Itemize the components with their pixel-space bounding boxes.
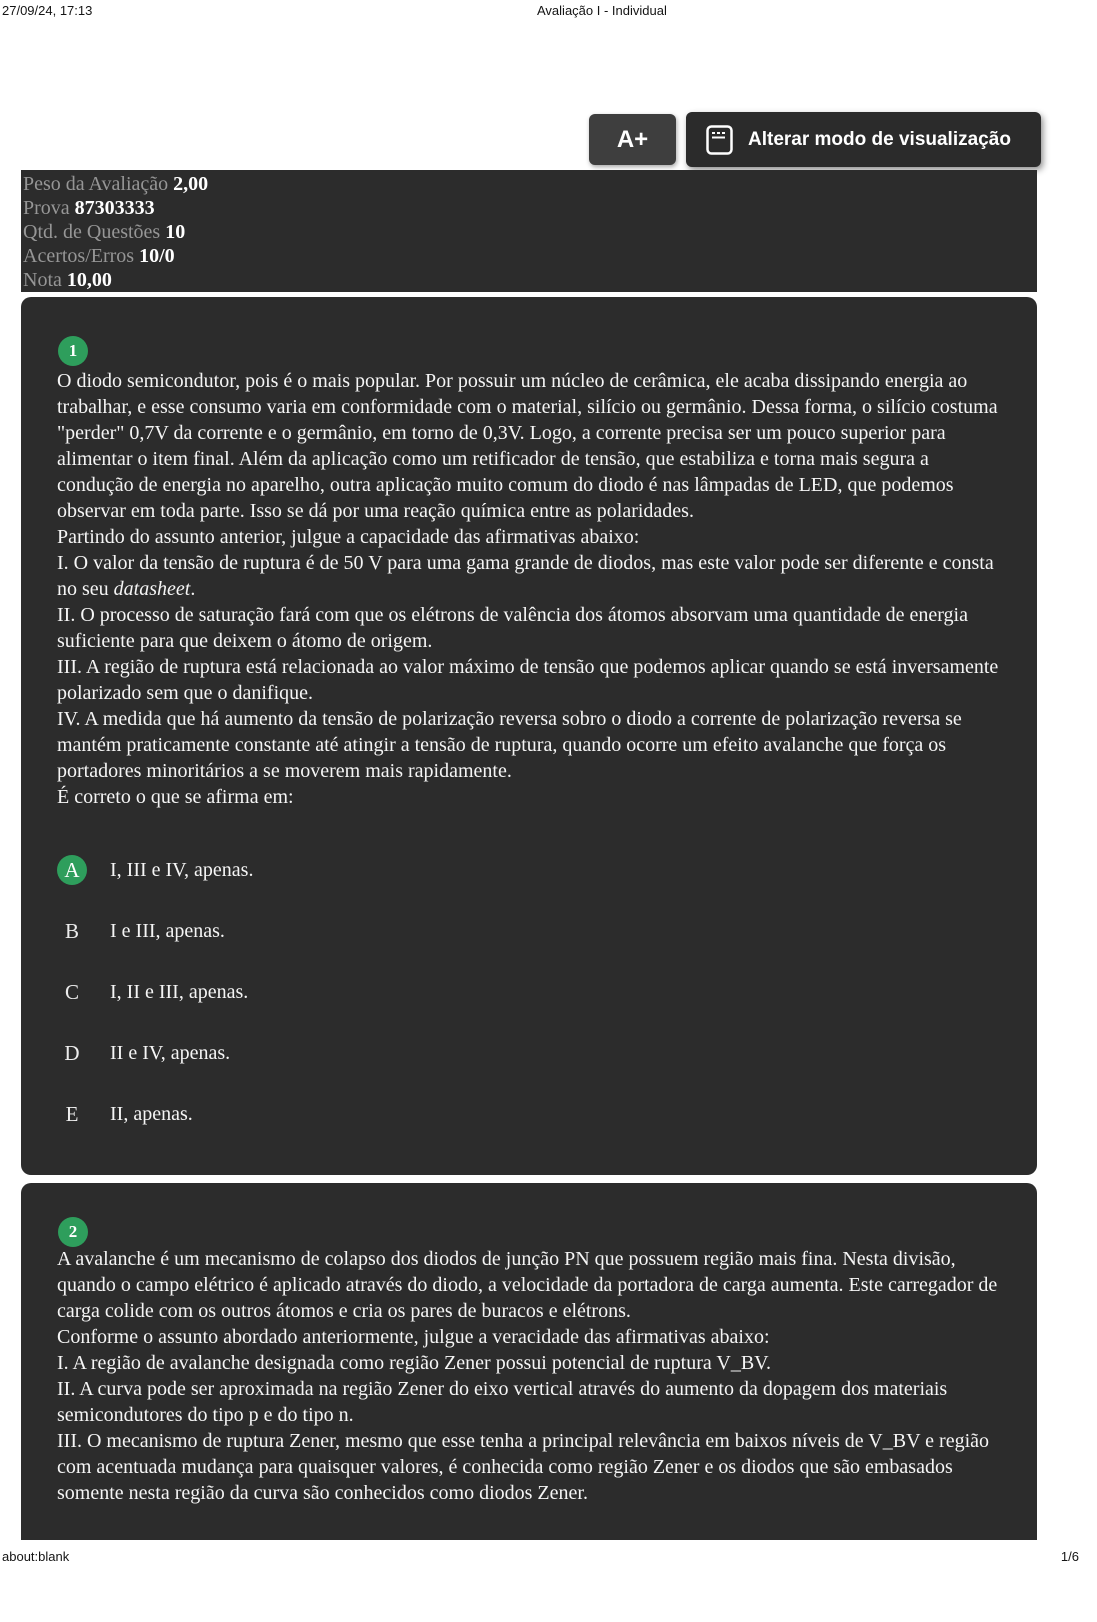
question-paragraph: III. O mecanismo de ruptura Zener, mesmo que esse tenha a principal relevância em baixos níveis de V_BV e região com acentuada mudança para quaisquer valores, é conhecida como região Zener e os diodos que são embasados somente nesta região da curva são conhecidos como diodos Zener.: [57, 1430, 990, 1504]
answer-option-b[interactable]: [57, 916, 957, 946]
question-paragraph: II. A curva pode ser aproximada na região Zener do eixo vertical através do aumento da dopagem dos materiais semicondutores do tipo p e do tipo n.: [57, 1378, 948, 1426]
exam-info-row: [23, 220, 1037, 244]
option-text: I, III e IV, apenas.: [110, 858, 254, 881]
answer-option-a[interactable]: [57, 855, 957, 885]
option-letter: B: [64, 918, 79, 943]
question-paragraph: Conforme o assunto abordado anteriormente, julgue a veracidade das afirmativas abaixo:: [57, 1326, 770, 1348]
answer-option-d[interactable]: [57, 1038, 957, 1068]
exam-info-value: 10,00: [66, 269, 112, 291]
exam-info-row: [23, 172, 1037, 196]
question-number-badge: 1: [58, 336, 88, 366]
question-paragraph: O diodo semicondutor, pois é o mais popular. Por possuir um núcleo de cerâmica, ele acaba dissipando energia ao trabalhar, e esse consumo varia em conformidade com o material, silício ou germânio. Dessa forma, o silício costuma "perder" 0,7V da corrente e o germânio, em torno de 0,3V. Logo, a corrente precisa ser um pouco superior para alimentar o item final. Além da aplicação como um retificador de tensão, que estabiliza e torna mais segura a condução de energia no aparelho, outra aplicação muito comum do diodo é nas lâmpadas de LED, que podemos observar em toda parte. Isso se dá por uma reação química entre as polaridades.: [57, 370, 998, 522]
question-paragraph: É correto o que se afirma em:: [57, 786, 294, 808]
question-text: [57, 1246, 999, 1506]
option-text: II, apenas.: [110, 1102, 193, 1125]
exam-info-value: 87303333: [74, 197, 155, 219]
question-paragraph: III. A região de ruptura está relacionada ao valor máximo de tensão que podemos aplicar quando se está inversamente polarizado sem que o danifique.: [57, 656, 999, 704]
question-paragraph: I. A região de avalanche designada como região Zener possui potencial de ruptura V_BV.: [57, 1352, 772, 1374]
answer-option-e[interactable]: [57, 1099, 957, 1129]
option-letter: E: [65, 1101, 79, 1126]
exam-info-row: [23, 268, 1037, 292]
print-datetime: 27/09/24, 17:13: [2, 3, 93, 18]
question-number-badge: 2: [58, 1217, 88, 1247]
exam-info-value: 10: [165, 221, 186, 243]
option-text: II e IV, apenas.: [110, 1041, 231, 1064]
view-mode-label: Alterar modo de visualização: [748, 128, 1011, 150]
view-mode-button[interactable]: [686, 112, 1041, 167]
exam-info-panel: [21, 170, 1037, 292]
question-text: [57, 368, 999, 810]
answer-options: [57, 855, 957, 1160]
print-title: Avaliação I - Individual: [537, 3, 667, 18]
exam-info-label: Prova: [23, 197, 75, 219]
exam-info-label: Acertos/Erros: [23, 245, 140, 267]
exam-info-row: [23, 244, 1037, 268]
print-footer-page: 1/6: [1060, 1549, 1079, 1564]
exam-info-row: [23, 196, 1037, 220]
option-letter: D: [64, 1040, 80, 1065]
selected-option-marker: A: [57, 855, 87, 885]
question-paragraph: IV. A medida que há aumento da tensão de polarização reversa sobro o diodo a corrente de polarização reversa se mantém praticamente constante até atingir a tensão de ruptura, quando ocorre um efeito avalanche que força os portadores minoritários a se moverem mais rapidamente.: [57, 708, 962, 782]
question-paragraph: A avalanche é um mecanismo de colapso dos diodos de junção PN que possuem região mais fina. Nesta divisão, quando o campo elétrico é aplicado através do diodo, a velocidade da portadora de carga aumenta. Este carregador de carga colide com os outros átomos e cria os pares de buracos e elétrons.: [57, 1248, 998, 1322]
question-paragraph: Partindo do assunto anterior, julgue a capacidade das afirmativas abaixo:: [57, 526, 640, 548]
question-paragraph: I. O valor da tensão de ruptura é de 50 V para uma gama grande de diodos, mas este valor pode ser diferente e consta no seu datasheet.: [57, 552, 994, 600]
option-letter: C: [64, 979, 79, 1004]
option-text: I, II e III, apenas.: [110, 980, 249, 1003]
question-card-1: [21, 297, 1037, 1175]
exam-info-label: Peso da Avaliação: [23, 173, 174, 195]
question-card-2: [21, 1183, 1037, 1540]
exam-info-value: 2,00: [173, 173, 209, 195]
exam-info-label: Qtd. de Questões: [23, 221, 166, 243]
font-size-button[interactable]: A+: [589, 114, 676, 165]
answer-option-c[interactable]: [57, 977, 957, 1007]
question-paragraph: II. O processo de saturação fará com que os elétrons de valência dos átomos absorvam uma quantidade de energia suficiente para que deixem o átomo de origem.: [57, 604, 968, 652]
exam-info-label: Nota: [23, 269, 67, 291]
exam-info-value: 10/0: [139, 245, 175, 267]
view-mode-icon: [706, 125, 733, 155]
option-text: I e III, apenas.: [110, 919, 225, 942]
print-footer-url: about:blank: [2, 1549, 70, 1564]
